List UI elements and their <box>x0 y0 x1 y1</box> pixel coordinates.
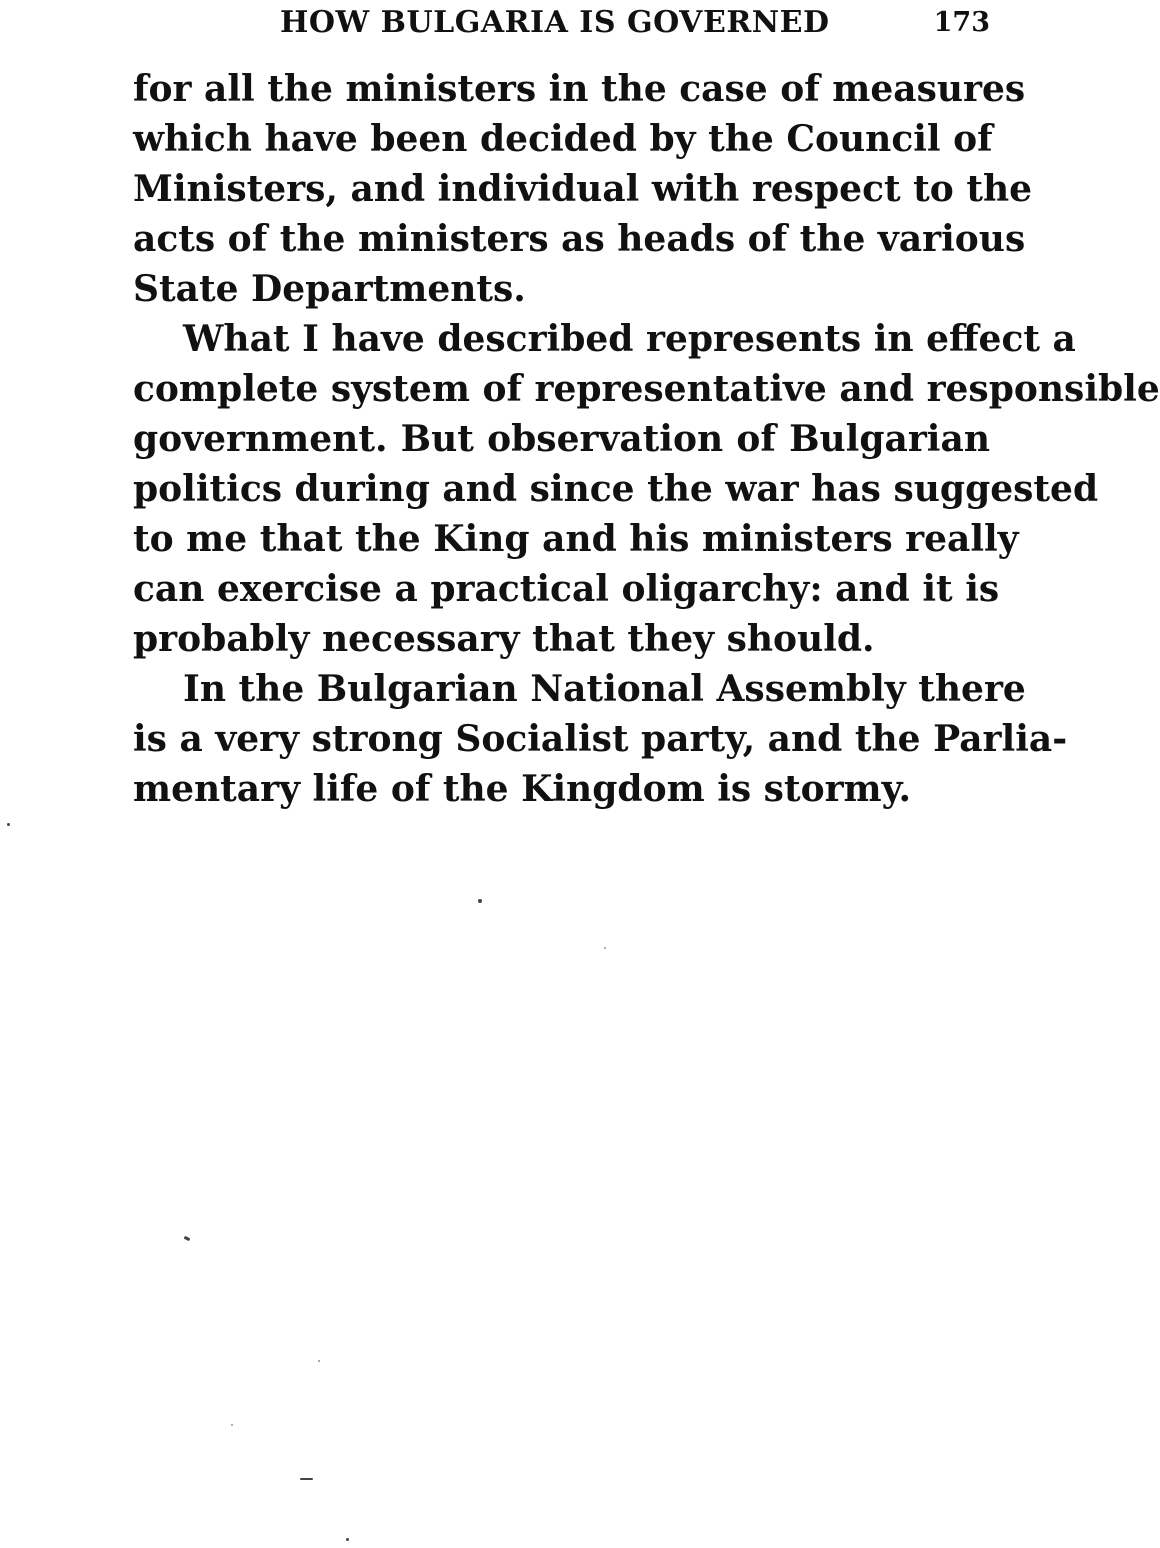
text-line: complete system of representative and responsible <box>133 368 1160 410</box>
text-line: mentary life of the Kingdom is stormy. <box>133 768 911 810</box>
scan-speck <box>231 1424 233 1426</box>
scan-speck <box>478 899 482 903</box>
text-line: Ministers, and individual with respect to the <box>133 168 1033 210</box>
text-line: is a very strong Socialist party, and the Parlia- <box>133 718 1068 760</box>
text-line: can exercise a practical oligarchy: and it is <box>133 568 1000 610</box>
text-line: to me that the King and his ministers really <box>133 518 1019 560</box>
scan-speck <box>604 947 606 949</box>
text-line: acts of the ministers as heads of the various <box>133 218 1026 260</box>
text-line: politics during and since the war has suggested <box>133 468 1099 510</box>
body-text <box>133 64 1160 814</box>
text-line: What I have described represents in effect a <box>183 318 1076 360</box>
text-line: In the Bulgarian National Assembly there <box>183 668 1026 710</box>
page-number: 173 <box>933 7 990 38</box>
scan-speck <box>318 1360 320 1362</box>
scan-speck <box>300 1478 313 1480</box>
text-line: State Departments. <box>133 268 526 310</box>
text-line: probably necessary that they should. <box>133 618 875 660</box>
running-title: HOW BULGARIA IS GOVERNED <box>280 5 830 40</box>
scan-speck <box>346 1538 349 1541</box>
text-line: for all the ministers in the case of measures <box>133 68 1026 110</box>
scan-speck <box>7 823 10 826</box>
text-line: which have been decided by the Council of <box>133 118 993 160</box>
text-line: government. But observation of Bulgarian <box>133 418 990 460</box>
paragraph-3 <box>133 664 1068 814</box>
paragraph-2 <box>133 314 1160 664</box>
scan-speck <box>184 1236 191 1241</box>
paragraph-1 <box>133 64 1033 314</box>
running-head <box>133 2 990 44</box>
